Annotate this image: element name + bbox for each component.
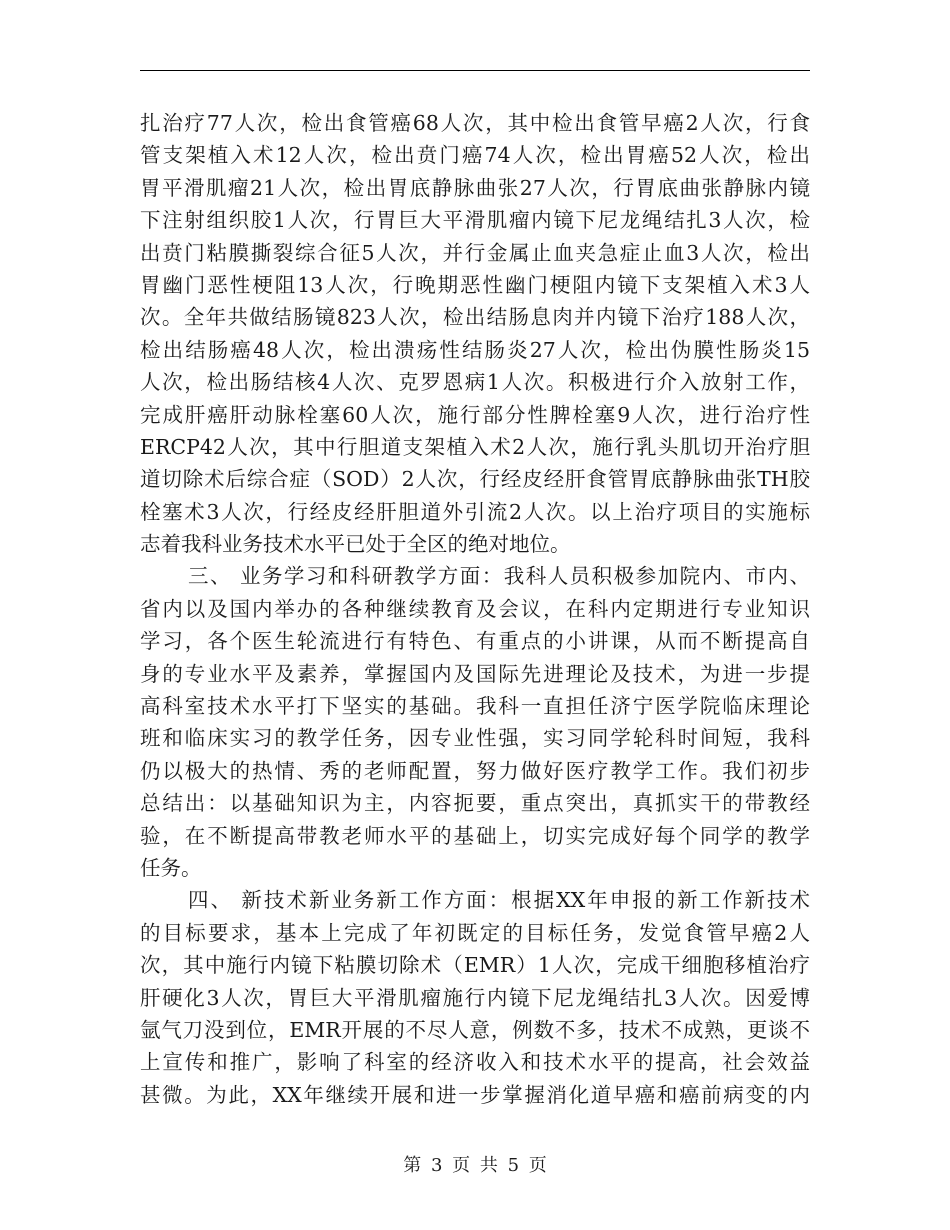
text-line: 氩气刀没到位，EMR开展的不尽人意，例数不多，技术不成熟，更谈不 [140, 1017, 810, 1042]
header-rule [140, 70, 810, 71]
text-line: 胃幽门恶性梗阻13人次，行晚期恶性幽门梗阻内镜下支架植入术3人 [140, 272, 810, 297]
text-line: 检出结肠癌48人次，检出溃疡性结肠炎27人次，检出伪膜性肠炎15 [140, 337, 810, 362]
text-line: 次，其中施行内镜下粘膜切除术（EMR）1人次，完成干细胞移植治疗 [140, 953, 810, 978]
text-line: 胃平滑肌瘤21人次，检出胃底静脉曲张27人次，行胃底曲张静脉内镜 [140, 175, 810, 200]
text-line: ERCP42人次，其中行胆道支架植入术2人次，施行乳头肌切开治疗胆 [140, 434, 810, 459]
text-line: 管支架植入术12人次，检出贲门癌74人次，检出胃癌52人次，检出 [140, 143, 810, 168]
section-heading-line: 四、 新技术新业务新工作方面：根据XX年申报的新工作新技术 [188, 888, 810, 913]
paragraph-end-line: 任务。 [140, 855, 202, 880]
text-line: 总结出：以基础知识为主，内容扼要，重点突出，真抓实干的带教经 [140, 791, 810, 816]
document-body [140, 107, 810, 1111]
text-line: 肝硬化3人次，胃巨大平滑肌瘤施行内镜下尼龙绳结扎3人次。因爱博 [140, 985, 810, 1010]
text-line: 甚微。为此，XX年继续开展和进一步掌握消化道早癌和癌前病变的内 [140, 1082, 810, 1107]
section-heading-line: 三、 业务学习和科研教学方面：我科人员积极参加院内、市内、 [188, 564, 810, 589]
text-line: 道切除术后综合症（SOD）2人次，行经皮经肝食管胃底静脉曲张TH胶 [140, 467, 810, 492]
text-line: 人次，检出肠结核4人次、克罗恩病1人次。积极进行介入放射工作， [140, 370, 810, 395]
text-line: 扎治疗77人次，检出食管癌68人次，其中检出食管早癌2人次，行食 [140, 111, 810, 135]
text-line: 学习，各个医生轮流进行有特色、有重点的小讲课，从而不断提高自 [140, 629, 810, 654]
text-line: 完成肝癌肝动脉栓塞60人次，施行部分性脾栓塞9人次，进行治疗性 [140, 402, 810, 427]
text-line: 次。全年共做结肠镜823人次，检出结肠息肉并内镜下治疗188人次， [140, 305, 810, 330]
text-line: 栓塞术3人次，行经皮经肝胆道外引流2人次。以上治疗项目的实施标 [140, 499, 810, 524]
text-line: 身的专业水平及素养，掌握国内及国际先进理论及技术，为进一步提 [140, 661, 810, 686]
page-number: 第 3 页 共 5 页 [403, 1155, 547, 1176]
paragraph-end-line: 志着我科业务技术水平已处于全区的绝对地位。 [140, 532, 571, 557]
text-line: 出贲门粘膜撕裂综合征5人次，并行金属止血夹急症止血3人次，检出 [140, 240, 810, 265]
text-line: 上宣传和推广，影响了科室的经济收入和技术水平的提高，社会效益 [140, 1050, 810, 1075]
text-line: 省内以及国内举办的各种继续教育及会议，在科内定期进行专业知识 [140, 596, 810, 621]
text-line: 班和临床实习的教学任务，因专业性强，实习同学轮科时间短，我科 [140, 726, 810, 751]
text-line: 仍以极大的热情、秀的老师配置，努力做好医疗教学工作。我们初步 [140, 758, 810, 783]
text-line: 的目标要求，基本上完成了年初既定的目标任务，发觉食管早癌2人 [140, 920, 810, 945]
text-line: 下注射组织胶1人次，行胃巨大平滑肌瘤内镜下尼龙绳结扎3人次，检 [140, 208, 810, 233]
text-line: 验，在不断提高带教老师水平的基础上，切实完成好每个同学的教学 [140, 823, 810, 848]
text-line: 高科室技术水平打下坚实的基础。我科一直担任济宁医学院临床理论 [140, 694, 810, 719]
